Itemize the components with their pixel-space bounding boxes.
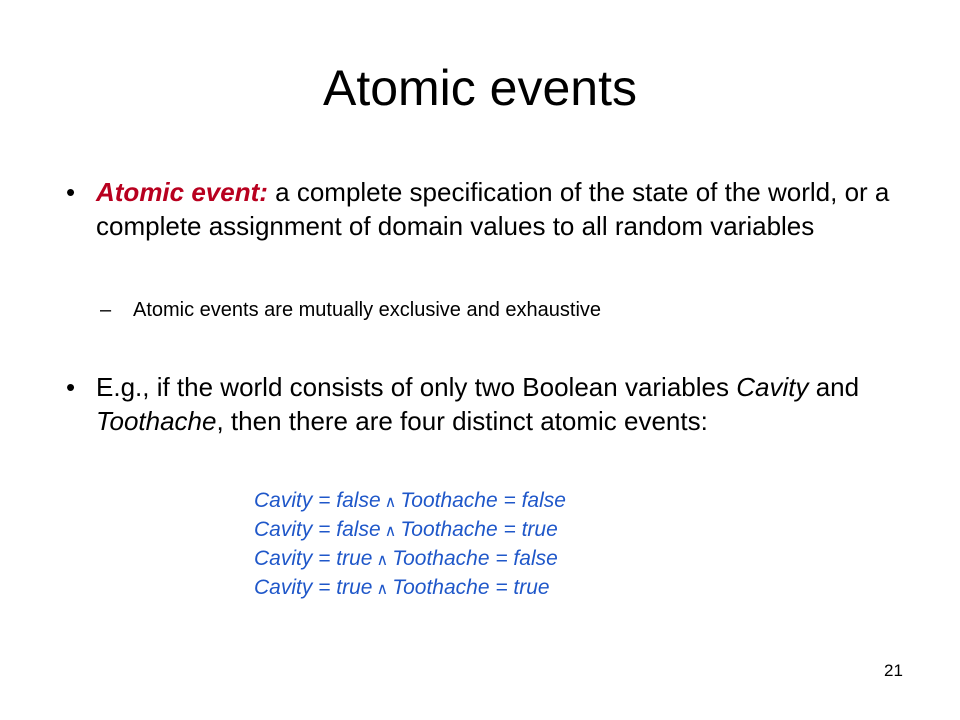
event-left: Cavity = false	[254, 518, 381, 541]
sub-bullet-dash: –	[100, 299, 112, 321]
logical-and-symbol: ∧	[384, 494, 397, 511]
definition-text: a complete specification of the state of the world, or a complete assignment of domain values to all random variables	[96, 177, 890, 241]
example-tail: , then there are four distinct atomic events:	[216, 406, 708, 436]
logical-and-symbol: ∧	[384, 523, 397, 540]
event-line	[254, 515, 566, 544]
example-middle: and	[808, 372, 860, 402]
event-line	[254, 486, 566, 515]
bullet-text	[96, 370, 916, 438]
term-atomic-event: Atomic event:	[96, 177, 268, 207]
logical-and-symbol: ∧	[376, 581, 389, 598]
logical-and-symbol: ∧	[376, 552, 389, 569]
var-cavity: Cavity	[736, 372, 809, 402]
event-right: Toothache = false	[392, 547, 558, 570]
bullet-dot: •	[66, 372, 76, 402]
atomic-events-list	[254, 486, 566, 602]
event-left: Cavity = false	[254, 489, 381, 512]
bullet-dot: •	[66, 177, 76, 207]
slide-title: Atomic events	[322, 60, 637, 116]
sub-bullet-text: Atomic events are mutually exclusive and exhaustive	[133, 299, 602, 321]
event-left: Cavity = true	[254, 547, 373, 570]
event-left: Cavity = true	[254, 576, 373, 599]
bullet-text	[96, 175, 916, 243]
event-right: Toothache = true	[400, 518, 558, 541]
event-line	[254, 573, 566, 602]
event-line	[254, 544, 566, 573]
event-right: Toothache = true	[392, 576, 550, 599]
event-right: Toothache = false	[400, 489, 566, 512]
page-number: 21	[884, 661, 903, 680]
example-lead: E.g., if the world consists of only two Boolean variables	[96, 372, 737, 402]
var-toothache: Toothache	[96, 406, 217, 436]
